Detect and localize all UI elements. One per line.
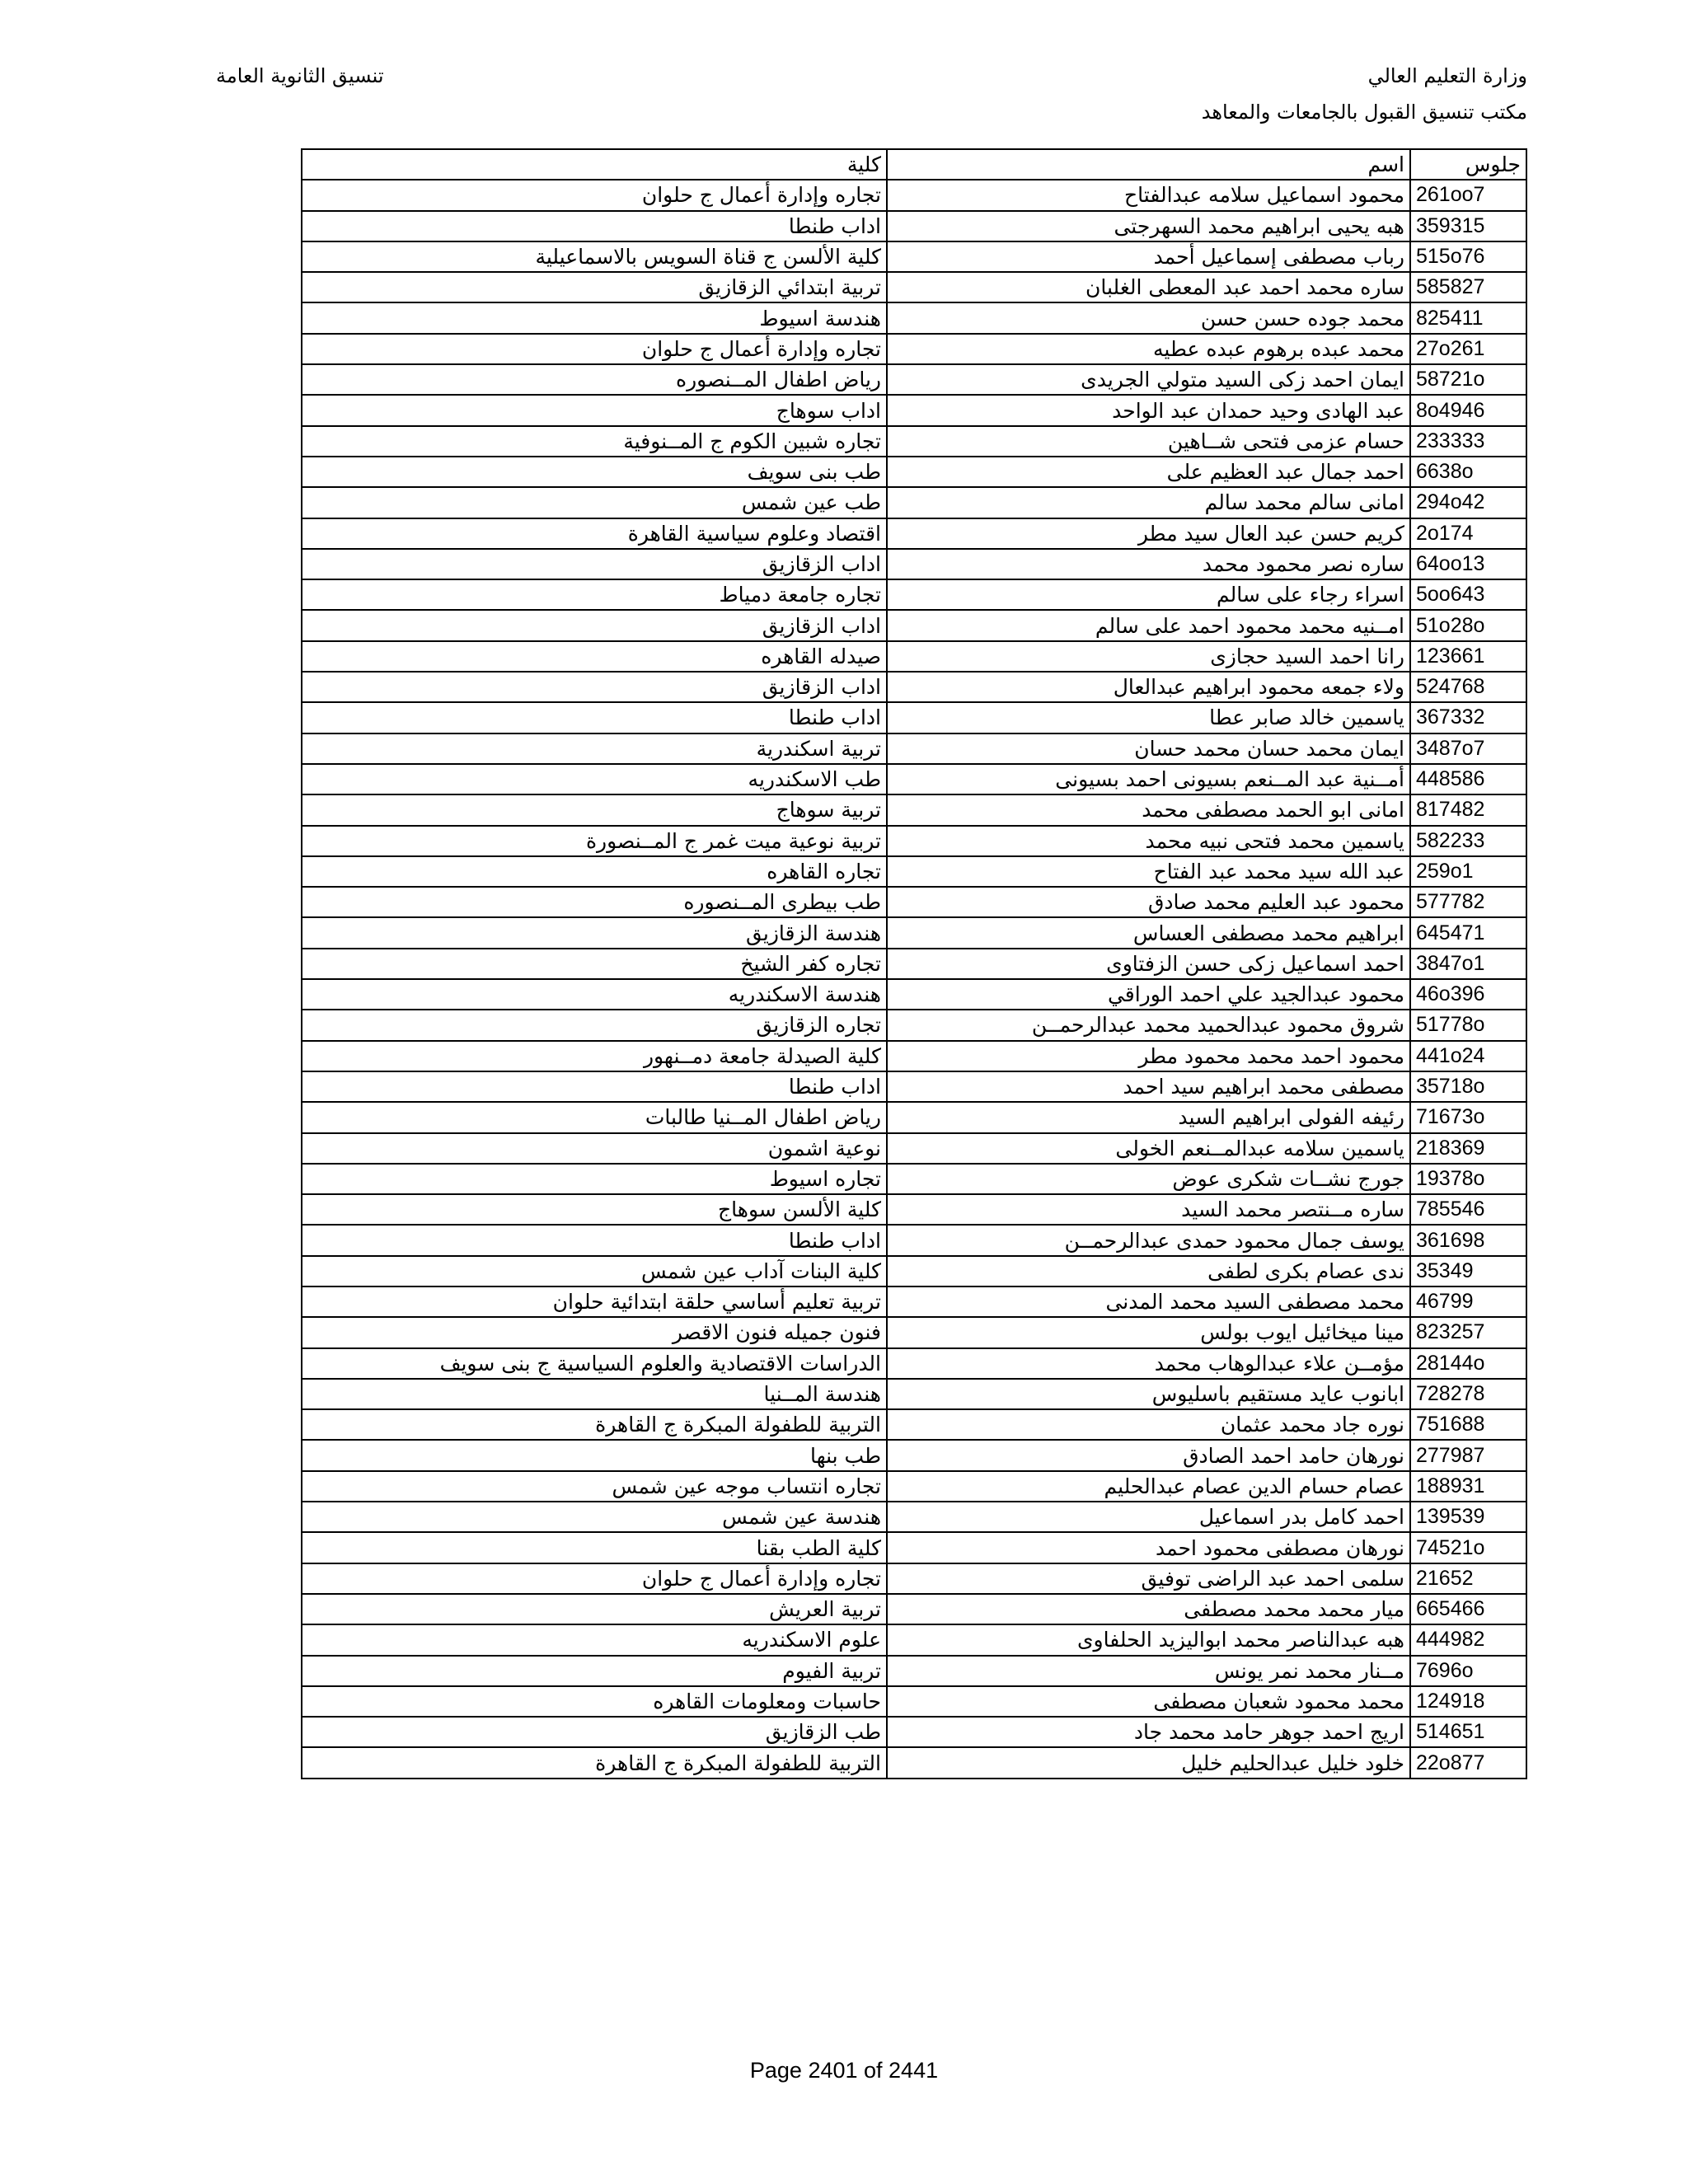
college-cell: تجاره القاهره xyxy=(302,856,887,887)
table-row xyxy=(302,211,1526,241)
college-cell: كلية البنات آداب عين شمس xyxy=(302,1256,887,1286)
student-name-cell: محمود عبد العليم محمد صادق xyxy=(887,887,1410,917)
student-name-cell: ياسمين محمد فتحى نبيه محمد xyxy=(887,826,1410,856)
table-row xyxy=(302,487,1526,518)
table-row xyxy=(302,1071,1526,1102)
seat-number-cell: 124918 xyxy=(1410,1686,1526,1717)
seat-number-cell: 3487o7 xyxy=(1410,733,1526,764)
student-name-cell: ياسمين خالد صابر عطا xyxy=(887,702,1410,733)
seat-number-cell: 277987 xyxy=(1410,1440,1526,1470)
seat-number-cell: 359315 xyxy=(1410,211,1526,241)
college-cell: اداب الزقازيق xyxy=(302,610,887,640)
seat-number-cell: 35718o xyxy=(1410,1071,1526,1102)
student-name-cell: محمود احمد محمد محمود مطر xyxy=(887,1041,1410,1071)
student-name-cell: امــنيه محمد محمود احمد على سالم xyxy=(887,610,1410,640)
student-name-cell: هبه عبدالناصر محمد ابواليزيد الحلفاوى xyxy=(887,1624,1410,1655)
student-name-cell: عبد الله سيد محمد عبد الفتاح xyxy=(887,856,1410,887)
student-name-cell: ابانوب عايد مستقيم باسليوس xyxy=(887,1379,1410,1409)
student-name-cell: نورهان مصطفى محمود احمد xyxy=(887,1532,1410,1563)
seat-number-cell: 524768 xyxy=(1410,672,1526,702)
table-row xyxy=(302,364,1526,395)
table-row xyxy=(302,979,1526,1010)
seat-number-cell: 21652 xyxy=(1410,1563,1526,1594)
seat-number-cell: 585827 xyxy=(1410,272,1526,302)
seat-number-cell: 19378o xyxy=(1410,1164,1526,1194)
seat-number-cell: 367332 xyxy=(1410,702,1526,733)
seat-number-cell: 751688 xyxy=(1410,1409,1526,1440)
seat-number-cell: 645471 xyxy=(1410,917,1526,948)
student-name-cell: نورهان حامد احمد الصادق xyxy=(887,1440,1410,1470)
table-row xyxy=(302,1594,1526,1624)
college-cell: تجاره الزقازيق xyxy=(302,1010,887,1040)
college-cell: كلية الألسن ج قناة السويس بالاسماعيلية xyxy=(302,241,887,272)
table-row xyxy=(302,1348,1526,1379)
table-row xyxy=(302,672,1526,702)
seat-number-cell: 577782 xyxy=(1410,887,1526,917)
table-row xyxy=(302,241,1526,272)
student-name-cell: احمد جمال عبد العظيم على xyxy=(887,457,1410,487)
college-cell: اداب سوهاج xyxy=(302,395,887,425)
table-row xyxy=(302,518,1526,549)
seat-number-cell: 6638o xyxy=(1410,457,1526,487)
seat-number-cell: 665466 xyxy=(1410,1594,1526,1624)
college-cell: صيدله القاهره xyxy=(302,641,887,672)
college-cell: اداب الزقازيق xyxy=(302,549,887,579)
table-row xyxy=(302,302,1526,333)
student-name-cell: مؤمــن علاء عبدالوهاب محمد xyxy=(887,1348,1410,1379)
seat-number-cell: 218369 xyxy=(1410,1133,1526,1164)
seat-number-cell: 64oo13 xyxy=(1410,549,1526,579)
seat-number-cell: 74521o xyxy=(1410,1532,1526,1563)
table-row xyxy=(302,272,1526,302)
table-row xyxy=(302,1041,1526,1071)
seat-number-cell: 294o42 xyxy=(1410,487,1526,518)
student-name-cell: ميار محمد محمد مصطفى xyxy=(887,1594,1410,1624)
college-cell: الدراسات الاقتصادية والعلوم السياسية ج بنى سويف xyxy=(302,1348,887,1379)
college-cell: كلية الطب بقنا xyxy=(302,1532,887,1563)
student-name-cell: ابراهيم محمد مصطفى العساس xyxy=(887,917,1410,948)
college-cell: طب بنها xyxy=(302,1440,887,1470)
college-cell: هندسة الاسكندريه xyxy=(302,979,887,1010)
section-title: تنسيق الثانوية العامة xyxy=(216,64,384,87)
seat-number-cell: 261oo7 xyxy=(1410,180,1526,210)
college-cell: تجاره كفر الشيخ xyxy=(302,949,887,979)
table-row xyxy=(302,1747,1526,1778)
table-row xyxy=(302,917,1526,948)
name-column-header: اسم xyxy=(887,149,1410,180)
student-name-cell: ساره محمد احمد عبد المعطى الغلبان xyxy=(887,272,1410,302)
seat-number-cell: 448586 xyxy=(1410,764,1526,794)
office-name: مكتب تنسيق القبول بالجامعات والمعاهد xyxy=(1201,101,1527,124)
college-cell: تجاره وإدارة أعمال ج حلوان xyxy=(302,180,887,210)
student-name-cell: اسراء رجاء على سالم xyxy=(887,579,1410,610)
student-name-cell: محمود اسماعيل سلامه عبدالفتاح xyxy=(887,180,1410,210)
table-row xyxy=(302,1133,1526,1164)
table-row xyxy=(302,764,1526,794)
student-name-cell: ولاء جمعه محمود ابراهيم عبدالعال xyxy=(887,672,1410,702)
seat-number-cell: 71673o xyxy=(1410,1102,1526,1132)
student-name-cell: محمود عبدالجيد علي احمد الوراقي xyxy=(887,979,1410,1010)
table-row xyxy=(302,1225,1526,1255)
student-name-cell: احمد كامل بدر اسماعيل xyxy=(887,1502,1410,1532)
seat-number-cell: 2o174 xyxy=(1410,518,1526,549)
table-row xyxy=(302,457,1526,487)
table-row xyxy=(302,1409,1526,1440)
table-row xyxy=(302,1256,1526,1286)
student-name-cell: رباب مصطفى إسماعيل أحمد xyxy=(887,241,1410,272)
admissions-table xyxy=(301,148,1527,1779)
college-cell: طب بيطرى المــنصوره xyxy=(302,887,887,917)
table-row xyxy=(302,949,1526,979)
table-row xyxy=(302,1624,1526,1655)
table-row xyxy=(302,579,1526,610)
seat-number-cell: 259o1 xyxy=(1410,856,1526,887)
seat-number-cell: 123661 xyxy=(1410,641,1526,672)
student-name-cell: عصام حسام الدين عصام عبدالحليم xyxy=(887,1471,1410,1502)
college-cell: تربية سوهاج xyxy=(302,794,887,825)
seat-number-cell: 823257 xyxy=(1410,1317,1526,1347)
college-cell: تجاره انتساب موجه عين شمس xyxy=(302,1471,887,1502)
college-cell: رياض اطفال المــنصوره xyxy=(302,364,887,395)
college-cell: طب الزقازيق xyxy=(302,1717,887,1747)
table-row xyxy=(302,1379,1526,1409)
table-row xyxy=(302,641,1526,672)
table-row xyxy=(302,610,1526,640)
table-row xyxy=(302,1717,1526,1747)
student-name-cell: رئيفه الفولى ابراهيم السيد xyxy=(887,1102,1410,1132)
college-cell: هندسة اسيوط xyxy=(302,302,887,333)
college-cell: فنون جميله فنون الاقصر xyxy=(302,1317,887,1347)
seat-number-cell: 444982 xyxy=(1410,1624,1526,1655)
student-name-cell: حسام عزمى فتحى شــاهين xyxy=(887,426,1410,457)
table-row xyxy=(302,1471,1526,1502)
seat-number-cell: 46o396 xyxy=(1410,979,1526,1010)
page-header-right xyxy=(1202,58,1527,130)
table-row xyxy=(302,1286,1526,1317)
college-cell: تجاره شبين الكوم ج المــنوفية xyxy=(302,426,887,457)
seat-number-cell: 817482 xyxy=(1410,794,1526,825)
student-name-cell: مصطفى محمد ابراهيم سيد احمد xyxy=(887,1071,1410,1102)
student-name-cell: سلمى احمد عبد الراضى توفيق xyxy=(887,1563,1410,1594)
table-row xyxy=(302,887,1526,917)
student-name-cell: رانا احمد السيد حجازى xyxy=(887,641,1410,672)
seat-number-cell: 188931 xyxy=(1410,1471,1526,1502)
student-name-cell: محمد عبده برهوم عبده عطيه xyxy=(887,334,1410,364)
student-name-cell: جورج نشــات شكرى عوض xyxy=(887,1164,1410,1194)
table-row xyxy=(302,1194,1526,1225)
seat-number-cell: 51o28o xyxy=(1410,610,1526,640)
student-name-cell: نوره جاد محمد عثمان xyxy=(887,1409,1410,1440)
table-row xyxy=(302,1440,1526,1470)
table-row xyxy=(302,180,1526,210)
college-cell: هندسة الزقازيق xyxy=(302,917,887,948)
seat-number-cell: 35349 xyxy=(1410,1256,1526,1286)
student-name-cell: هبه يحيى ابراهيم محمد السهرجتى xyxy=(887,211,1410,241)
college-cell: تربية تعليم أساسي حلقة ابتدائية حلوان xyxy=(302,1286,887,1317)
table-row xyxy=(302,1317,1526,1347)
college-cell: تجاره اسيوط xyxy=(302,1164,887,1194)
student-name-cell: ياسمين سلامه عبدالمــنعم الخولى xyxy=(887,1133,1410,1164)
college-cell: طب بنى سويف xyxy=(302,457,887,487)
seat-number-cell: 361698 xyxy=(1410,1225,1526,1255)
table-body xyxy=(302,180,1526,1778)
student-name-cell: عبد الهادى وحيد حمدان عبد الواحد xyxy=(887,395,1410,425)
table-row xyxy=(302,1532,1526,1563)
table-row xyxy=(302,395,1526,425)
college-cell: هندسة المــنيا xyxy=(302,1379,887,1409)
seat-number-cell: 22o877 xyxy=(1410,1747,1526,1778)
table-row xyxy=(302,1010,1526,1040)
seat-column-header: جلوس xyxy=(1410,149,1526,180)
college-cell: طب عين شمس xyxy=(302,487,887,518)
student-name-cell: امانى ابو الحمد مصطفى محمد xyxy=(887,794,1410,825)
college-column-header: كلية xyxy=(302,149,887,180)
seat-number-cell: 46799 xyxy=(1410,1286,1526,1317)
college-cell: تربية العريش xyxy=(302,1594,887,1624)
table-row xyxy=(302,1102,1526,1132)
student-name-cell: مــنار محمد نمر يونس xyxy=(887,1656,1410,1686)
table-header-row xyxy=(302,149,1526,180)
table-row xyxy=(302,334,1526,364)
seat-number-cell: 514651 xyxy=(1410,1717,1526,1747)
table-row xyxy=(302,702,1526,733)
table-row xyxy=(302,1656,1526,1686)
table-row xyxy=(302,856,1526,887)
seat-number-cell: 27o261 xyxy=(1410,334,1526,364)
student-name-cell: ساره نصر محمود محمد xyxy=(887,549,1410,579)
seat-number-cell: 515o76 xyxy=(1410,241,1526,272)
college-cell: اداب الزقازيق xyxy=(302,672,887,702)
seat-number-cell: 8o4946 xyxy=(1410,395,1526,425)
student-name-cell: أمــنية عبد المــنعم بسيونى احمد بسيونى xyxy=(887,764,1410,794)
student-name-cell: محمد مصطفى السيد محمد المدنى xyxy=(887,1286,1410,1317)
table-row xyxy=(302,1502,1526,1532)
college-cell: تربية الفيوم xyxy=(302,1656,887,1686)
college-cell: التربية للطفولة المبكرة ج القاهرة xyxy=(302,1747,887,1778)
college-cell: علوم الاسكندريه xyxy=(302,1624,887,1655)
page-number: Page 2401 of 2441 xyxy=(749,2058,939,2083)
seat-number-cell: 28144o xyxy=(1410,1348,1526,1379)
student-name-cell: خلود خليل عبدالحليم خليل xyxy=(887,1747,1410,1778)
seat-number-cell: 7696o xyxy=(1410,1656,1526,1686)
ministry-name: وزارة التعليم العالي xyxy=(1367,64,1527,87)
college-cell: تجاره وإدارة أعمال ج حلوان xyxy=(302,334,887,364)
seat-number-cell: 825411 xyxy=(1410,302,1526,333)
college-cell: اداب طنطا xyxy=(302,1071,887,1102)
student-name-cell: محمد جوده حسن حسن xyxy=(887,302,1410,333)
student-name-cell: محمد محمود شعبان مصطفى xyxy=(887,1686,1410,1717)
seat-number-cell: 3847o1 xyxy=(1410,949,1526,979)
college-cell: تربية اسكندرية xyxy=(302,733,887,764)
college-cell: رياض اطفال المــنيا طالبات xyxy=(302,1102,887,1132)
college-cell: تجاره وإدارة أعمال ج حلوان xyxy=(302,1563,887,1594)
college-cell: طب الاسكندريه xyxy=(302,764,887,794)
college-cell: اداب طنطا xyxy=(302,211,887,241)
college-cell: اداب طنطا xyxy=(302,1225,887,1255)
table-row xyxy=(302,1686,1526,1717)
seat-number-cell: 582233 xyxy=(1410,826,1526,856)
table-row xyxy=(302,794,1526,825)
student-name-cell: احمد اسماعيل زكى حسن الزفتاوى xyxy=(887,949,1410,979)
seat-number-cell: 441o24 xyxy=(1410,1041,1526,1071)
student-name-cell: ايمان محمد حسان محمد حسان xyxy=(887,733,1410,764)
table-row xyxy=(302,826,1526,856)
seat-number-cell: 728278 xyxy=(1410,1379,1526,1409)
seat-number-cell: 233333 xyxy=(1410,426,1526,457)
seat-number-cell: 5oo643 xyxy=(1410,579,1526,610)
student-name-cell: شروق محمود عبدالحميد محمد عبدالرحمــن xyxy=(887,1010,1410,1040)
college-cell: كلية الصيدلة جامعة دمــنهور xyxy=(302,1041,887,1071)
college-cell: تجاره جامعة دمياط xyxy=(302,579,887,610)
student-name-cell: اريج احمد جوهر حامد محمد جاد xyxy=(887,1717,1410,1747)
seat-number-cell: 58721o xyxy=(1410,364,1526,395)
student-name-cell: كريم حسن عبد العال سيد مطر xyxy=(887,518,1410,549)
table-row xyxy=(302,549,1526,579)
seat-number-cell: 51778o xyxy=(1410,1010,1526,1040)
student-name-cell: ايمان احمد زكى السيد متولي الجريدى xyxy=(887,364,1410,395)
table-row xyxy=(302,733,1526,764)
student-name-cell: ندى عصام بكرى لطفى xyxy=(887,1256,1410,1286)
college-cell: تربية نوعية ميت غمر ج المــنصورة xyxy=(302,826,887,856)
student-name-cell: ساره مــنتصر محمد السيد xyxy=(887,1194,1410,1225)
student-name-cell: امانى سالم محمد سالم xyxy=(887,487,1410,518)
table-row xyxy=(302,1563,1526,1594)
college-cell: اداب طنطا xyxy=(302,702,887,733)
student-name-cell: مينا ميخائيل ايوب بولس xyxy=(887,1317,1410,1347)
table-row xyxy=(302,426,1526,457)
student-name-cell: يوسف جمال محمود حمدى عبدالرحمــن xyxy=(887,1225,1410,1255)
college-cell: اقتصاد وعلوم سياسية القاهرة xyxy=(302,518,887,549)
seat-number-cell: 785546 xyxy=(1410,1194,1526,1225)
college-cell: كلية الألسن سوهاج xyxy=(302,1194,887,1225)
college-cell: هندسة عين شمس xyxy=(302,1502,887,1532)
college-cell: نوعية اشمون xyxy=(302,1133,887,1164)
table-row xyxy=(302,1164,1526,1194)
seat-number-cell: 139539 xyxy=(1410,1502,1526,1532)
college-cell: تربية ابتدائي الزقازيق xyxy=(302,272,887,302)
college-cell: حاسبات ومعلومات القاهره xyxy=(302,1686,887,1717)
college-cell: التربية للطفولة المبكرة ج القاهرة xyxy=(302,1409,887,1440)
